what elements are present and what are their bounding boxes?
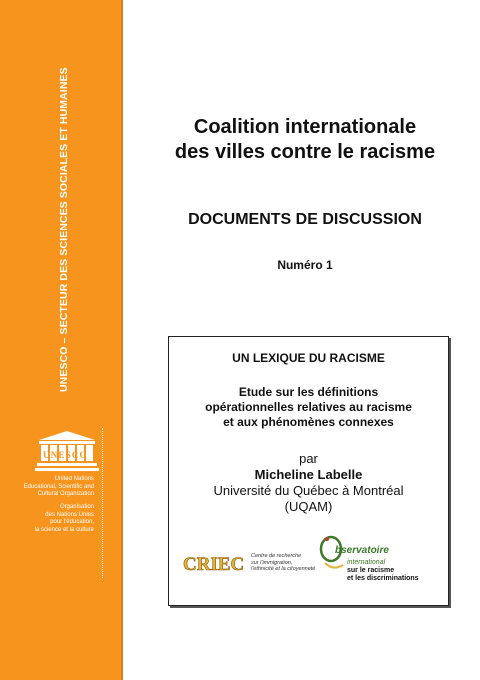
publication-heading: UN LEXIQUE DU RACISME bbox=[232, 351, 385, 365]
dotted-divider bbox=[102, 428, 103, 578]
unesco-name-french: Organisation des Nations Unies pour l'éducation, la science et la culture bbox=[34, 504, 94, 533]
unesco-name-english: United Nations Educational, Scientific and Cultural Organization bbox=[23, 476, 94, 497]
unesco-temple-logo bbox=[35, 430, 99, 472]
study-description: Etude sur les définitions opérationnelles relatives au racisme et aux phénomènes connexes bbox=[205, 385, 412, 429]
criec-logo-text: CRIEC bbox=[183, 554, 245, 575]
sector-vertical-label: UNESCO – SECTEUR DES SCIENCES SOCIALES ET HUMAINES bbox=[58, 67, 70, 392]
criec-description: Centre de recherche sur l'immigration, l'ethnicité et la citoyenneté bbox=[251, 553, 316, 572]
orange-sidebar bbox=[0, 0, 123, 680]
unesco-logo-text: UNESCO bbox=[43, 450, 88, 460]
criec-logo bbox=[181, 549, 251, 577]
observatoire-line-2: sur le racisme bbox=[347, 567, 395, 574]
series-subtitle: DOCUMENTS DE DISCUSSION bbox=[188, 211, 422, 228]
document-title: Coalition internationale des villes contre le racisme bbox=[174, 116, 436, 163]
author-name: Micheline Labelle bbox=[254, 467, 363, 482]
author-affiliation: Université du Québec à Montréal (UQAM) bbox=[213, 483, 404, 514]
observatoire-title: bservatoire bbox=[335, 545, 389, 556]
observatoire-line-3: et les discriminations bbox=[347, 575, 419, 582]
publication-box bbox=[168, 336, 449, 606]
observatoire-line-1: international bbox=[347, 559, 386, 566]
by-label: par bbox=[299, 451, 318, 466]
issue-number: Numéro 1 bbox=[277, 258, 333, 272]
